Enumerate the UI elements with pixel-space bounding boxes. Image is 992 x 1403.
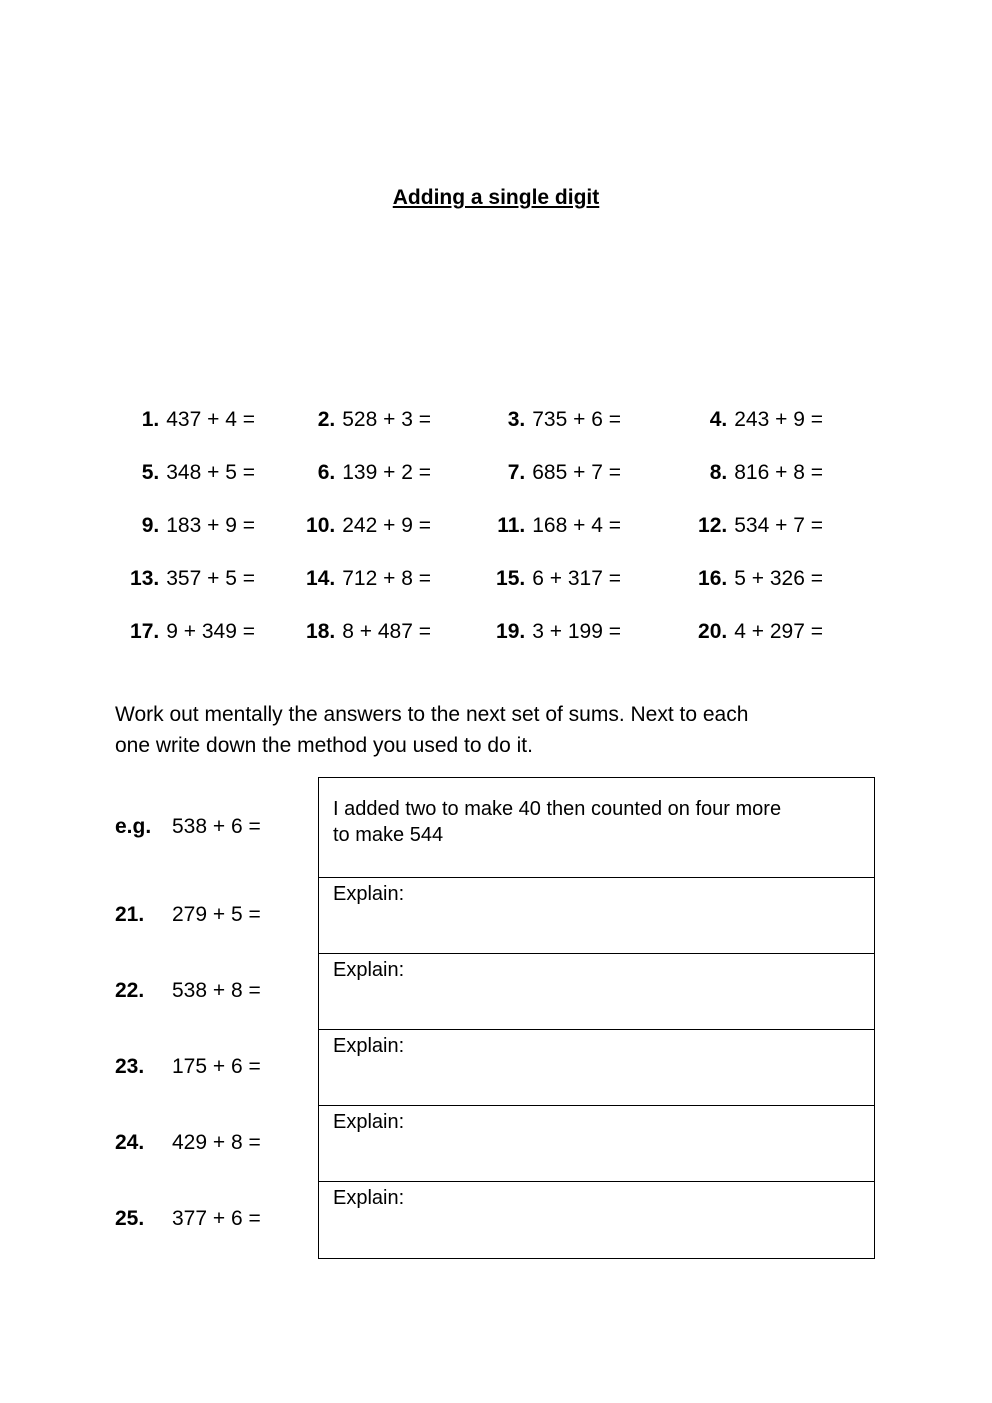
problem-item xyxy=(621,499,823,552)
example-prompt xyxy=(115,777,318,877)
problem-number: 10. xyxy=(306,513,336,537)
example-label: e.g. xyxy=(115,815,152,838)
question-expression: 175 + 6 = xyxy=(172,1055,261,1078)
problem-expression: 5 + 326 = xyxy=(734,566,823,590)
problem-number: 16. xyxy=(698,566,728,590)
explain-box xyxy=(319,1182,874,1258)
problem-number: 7. xyxy=(507,460,526,484)
question-prompt xyxy=(115,877,318,953)
problem-item xyxy=(113,605,255,658)
explain-label: Explain: xyxy=(333,883,405,905)
problem-expression: 3 + 199 = xyxy=(532,619,621,643)
problem-number: 8. xyxy=(709,460,728,484)
problem-expression: 528 + 3 = xyxy=(342,407,431,431)
question-number: 22. xyxy=(115,979,145,1002)
question-number: 21. xyxy=(115,903,145,926)
problem-expression: 534 + 7 = xyxy=(734,513,823,537)
explain-box xyxy=(319,878,874,954)
problem-item xyxy=(113,393,255,446)
problem-item xyxy=(255,446,431,499)
problem-expression: 183 + 9 = xyxy=(166,513,255,537)
problem-number: 20. xyxy=(698,619,728,643)
problem-item xyxy=(431,446,621,499)
problem-number: 14. xyxy=(306,566,336,590)
page-title: Adding a single digit xyxy=(392,186,600,209)
problem-number: 11. xyxy=(497,513,526,537)
problem-expression: 437 + 4 = xyxy=(166,407,255,431)
problem-item xyxy=(113,499,255,552)
problem-number: 1. xyxy=(141,407,160,431)
mental-section xyxy=(115,777,992,1259)
instruction-line: one write down the method you used to do it. xyxy=(115,734,533,757)
problem-expression: 243 + 9 = xyxy=(734,407,823,431)
problem-item xyxy=(431,499,621,552)
example-answer-line: to make 544 xyxy=(333,824,444,846)
problem-number: 17. xyxy=(130,619,160,643)
problem-item xyxy=(113,552,255,605)
question-prompt xyxy=(115,1105,318,1181)
question-expression: 377 + 6 = xyxy=(172,1207,261,1230)
problem-number: 13. xyxy=(130,566,160,590)
question-number: 24. xyxy=(115,1131,145,1154)
problem-expression: 685 + 7 = xyxy=(532,460,621,484)
problem-expression: 168 + 4 = xyxy=(532,513,621,537)
answer-boxes xyxy=(318,777,875,1259)
problem-expression: 735 + 6 = xyxy=(532,407,621,431)
explain-box xyxy=(319,1030,874,1106)
question-number: 23. xyxy=(115,1055,145,1078)
problem-number: 15. xyxy=(496,566,526,590)
explain-label: Explain: xyxy=(333,1035,405,1057)
problem-expression: 816 + 8 = xyxy=(734,460,823,484)
problem-item xyxy=(621,552,823,605)
problem-number: 3. xyxy=(507,407,526,431)
instruction-text xyxy=(115,699,992,761)
question-prompt xyxy=(115,1181,318,1257)
problem-number: 2. xyxy=(317,407,336,431)
problems-grid xyxy=(113,393,992,658)
mental-left-column xyxy=(115,777,318,1257)
explain-label: Explain: xyxy=(333,959,405,981)
example-answer-box xyxy=(319,778,874,878)
problem-number: 5. xyxy=(141,460,160,484)
example-answer-line: I added two to make 40 then counted on four more xyxy=(333,798,782,820)
explain-label: Explain: xyxy=(333,1111,405,1133)
problem-number: 6. xyxy=(317,460,336,484)
problem-item xyxy=(621,446,823,499)
instruction-line: Work out mentally the answers to the next set of sums. Next to each xyxy=(115,703,749,726)
problem-expression: 4 + 297 = xyxy=(734,619,823,643)
problem-expression: 9 + 349 = xyxy=(166,619,255,643)
question-prompt xyxy=(115,953,318,1029)
problem-item xyxy=(255,393,431,446)
explain-box xyxy=(319,1106,874,1182)
problem-number: 4. xyxy=(709,407,728,431)
explain-label: Explain: xyxy=(333,1187,405,1209)
problem-item xyxy=(431,393,621,446)
problem-expression: 6 + 317 = xyxy=(532,566,621,590)
problem-item xyxy=(113,446,255,499)
problem-expression: 712 + 8 = xyxy=(342,566,431,590)
problem-number: 19. xyxy=(496,619,526,643)
question-expression: 538 + 8 = xyxy=(172,979,261,1002)
problem-expression: 348 + 5 = xyxy=(166,460,255,484)
question-number: 25. xyxy=(115,1207,145,1230)
problem-item xyxy=(255,605,431,658)
problem-number: 18. xyxy=(306,619,336,643)
question-expression: 429 + 8 = xyxy=(172,1131,261,1154)
problem-expression: 139 + 2 = xyxy=(342,460,431,484)
example-expression: 538 + 6 = xyxy=(172,815,261,838)
problem-number: 12. xyxy=(698,513,728,537)
problem-item xyxy=(255,552,431,605)
question-prompt xyxy=(115,1029,318,1105)
problem-item xyxy=(621,393,823,446)
problem-number: 9. xyxy=(141,513,160,537)
explain-box xyxy=(319,954,874,1030)
problem-expression: 242 + 9 = xyxy=(342,513,431,537)
problem-expression: 357 + 5 = xyxy=(166,566,255,590)
problem-item xyxy=(621,605,823,658)
problem-expression: 8 + 487 = xyxy=(342,619,431,643)
problem-item xyxy=(431,605,621,658)
problem-item xyxy=(255,499,431,552)
question-expression: 279 + 5 = xyxy=(172,903,261,926)
problem-item xyxy=(431,552,621,605)
